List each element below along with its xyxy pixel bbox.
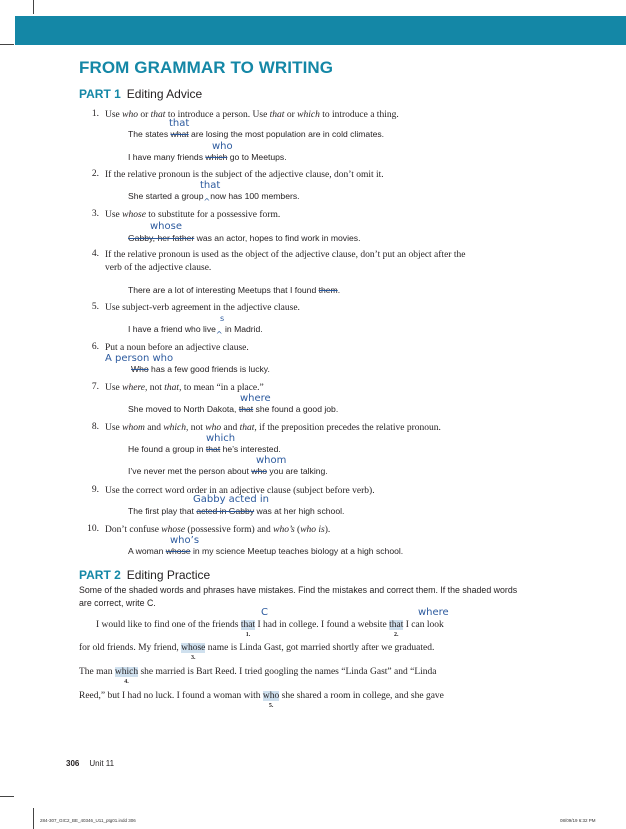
example-sentence: I’ve never met the person about who you are talking. — [128, 466, 328, 476]
handwritten-correction: who — [212, 141, 233, 152]
handwritten-correction: where — [240, 393, 271, 404]
unit-label: Unit 11 — [89, 759, 115, 768]
handwritten-correction: A person who — [105, 353, 174, 364]
handwritten-correction: whose — [150, 221, 182, 232]
shaded-item[interactable]: that 2. — [389, 620, 404, 638]
example-sentence: I have many friends which go to Meetups. — [128, 152, 287, 162]
rule-text: Use who or that to introduce a person. Use that or which to introduce a thing. — [105, 110, 399, 120]
example-sentence: A woman whose in my science Meetup teaches biology at a high school. — [128, 546, 404, 556]
part2-heading — [79, 568, 210, 582]
crop-mark — [0, 796, 14, 797]
page-title: FROM GRAMMAR TO WRITING — [79, 58, 334, 77]
rule-number: 5. — [91, 302, 99, 312]
paragraph-line: I would like to find one of the friends that 1. I had in college. I found a website that 2. I can look — [96, 620, 444, 638]
example-sentence: Who has a few good friends is lucky. — [131, 364, 270, 374]
rule-number: 4. — [91, 249, 99, 259]
paragraph-line: for old friends. My friend, whose 3. name is Linda Gast, got married shortly after we graduated. — [79, 643, 435, 661]
part1-title: Editing Advice — [126, 87, 203, 101]
handwritten-correction: who’s — [170, 535, 200, 546]
rule-text: Put a noun before an adjective clause. — [105, 343, 249, 353]
rule-text: verb of the adjective clause. — [105, 263, 212, 273]
caret-mark: ^ — [203, 197, 211, 206]
rule-text: Use the correct word order in an adjective clause (subject before verb). — [105, 486, 375, 496]
rule-number: 8. — [91, 422, 99, 432]
shaded-item[interactable]: whose 3. — [181, 643, 206, 661]
crop-mark — [0, 44, 14, 45]
rule-number: 9. — [91, 485, 99, 495]
rule-text: Use whose to substitute for a possessive form. — [105, 210, 281, 220]
crop-mark — [33, 808, 34, 829]
caret-mark: ^ — [215, 330, 223, 339]
example-sentence: There are a lot of interesting Meetups that I found them. — [128, 285, 341, 295]
paragraph-line: The man which 4. she married is Bart Reed. I tried googling the names “Linda Gast” and “Linda — [79, 667, 437, 685]
part2-label: PART 2 — [79, 568, 121, 582]
handwritten-correction: C — [261, 607, 268, 618]
rule-number: 10. — [87, 524, 99, 534]
page-footer — [66, 759, 114, 768]
print-slug: 284-307_GIC2_BE_40346_U11_ptg01.indd 306 — [40, 818, 136, 823]
part2-instructions: Some of the shaded words and phrases have mistakes. Find the mistakes and correct them. If the shaded words are correct, write C. — [79, 585, 518, 608]
rule-text: Use whom and which, not who and that, if the preposition precedes the relative pronoun. — [105, 423, 441, 433]
rule-text: If the relative pronoun is the subject of the adjective clause, don’t omit it. — [105, 170, 384, 180]
shaded-item[interactable]: that 1. — [240, 620, 256, 638]
page-number: 306 — [66, 759, 80, 768]
handwritten-correction: which — [206, 433, 236, 444]
example-sentence: He found a group in that he’s interested. — [128, 444, 281, 454]
example-sentence: She moved to North Dakota, that she found a good job. — [128, 404, 339, 414]
example-sentence: The states what are losing the most population are in cold climates. — [128, 129, 385, 139]
part2-title: Editing Practice — [126, 568, 211, 582]
part1-heading — [79, 87, 202, 101]
handwritten-correction: that — [200, 180, 221, 191]
rule-text: Don’t confuse whose (possessive form) and who’s (who is). — [105, 525, 331, 535]
header-banner — [15, 16, 626, 45]
example-sentence: I have a friend who live^ in Madrid. — [128, 324, 263, 339]
handwritten-correction: s — [220, 314, 225, 323]
rule-number: 2. — [91, 169, 99, 179]
example-sentence: The first play that acted in Gabby was at her high school. — [128, 506, 345, 516]
rule-number: 7. — [91, 382, 99, 392]
rule-number: 3. — [91, 209, 99, 219]
paragraph-line: Reed,” but I had no luck. I found a woman with who 5. she shared a room in college, and she gave — [79, 691, 444, 709]
crop-mark — [33, 0, 34, 14]
rule-number: 6. — [91, 342, 99, 352]
handwritten-correction: where — [418, 607, 449, 618]
print-slug-date: 08/09/19 6:32 PM — [560, 818, 596, 823]
rule-number: 1. — [91, 109, 99, 119]
rule-text: If the relative pronoun is used as the object of the adjective clause, don’t put an object after the — [105, 250, 466, 260]
shaded-item[interactable]: which 4. — [114, 667, 139, 685]
rule-text: Use where, not that, to mean “in a place.” — [105, 383, 264, 393]
rule-text: Use subject-verb agreement in the adjective clause. — [105, 303, 300, 313]
part1-label: PART 1 — [79, 87, 121, 101]
handwritten-correction: Gabby acted in — [193, 494, 270, 505]
example-sentence: She started a group^now has 100 members. — [128, 191, 300, 206]
handwritten-correction: that — [169, 118, 190, 129]
example-sentence: Gabby, her father was an actor, hopes to find work in movies. — [128, 233, 361, 243]
shaded-item[interactable]: who 5. — [262, 691, 280, 709]
handwritten-correction: whom — [256, 455, 287, 466]
